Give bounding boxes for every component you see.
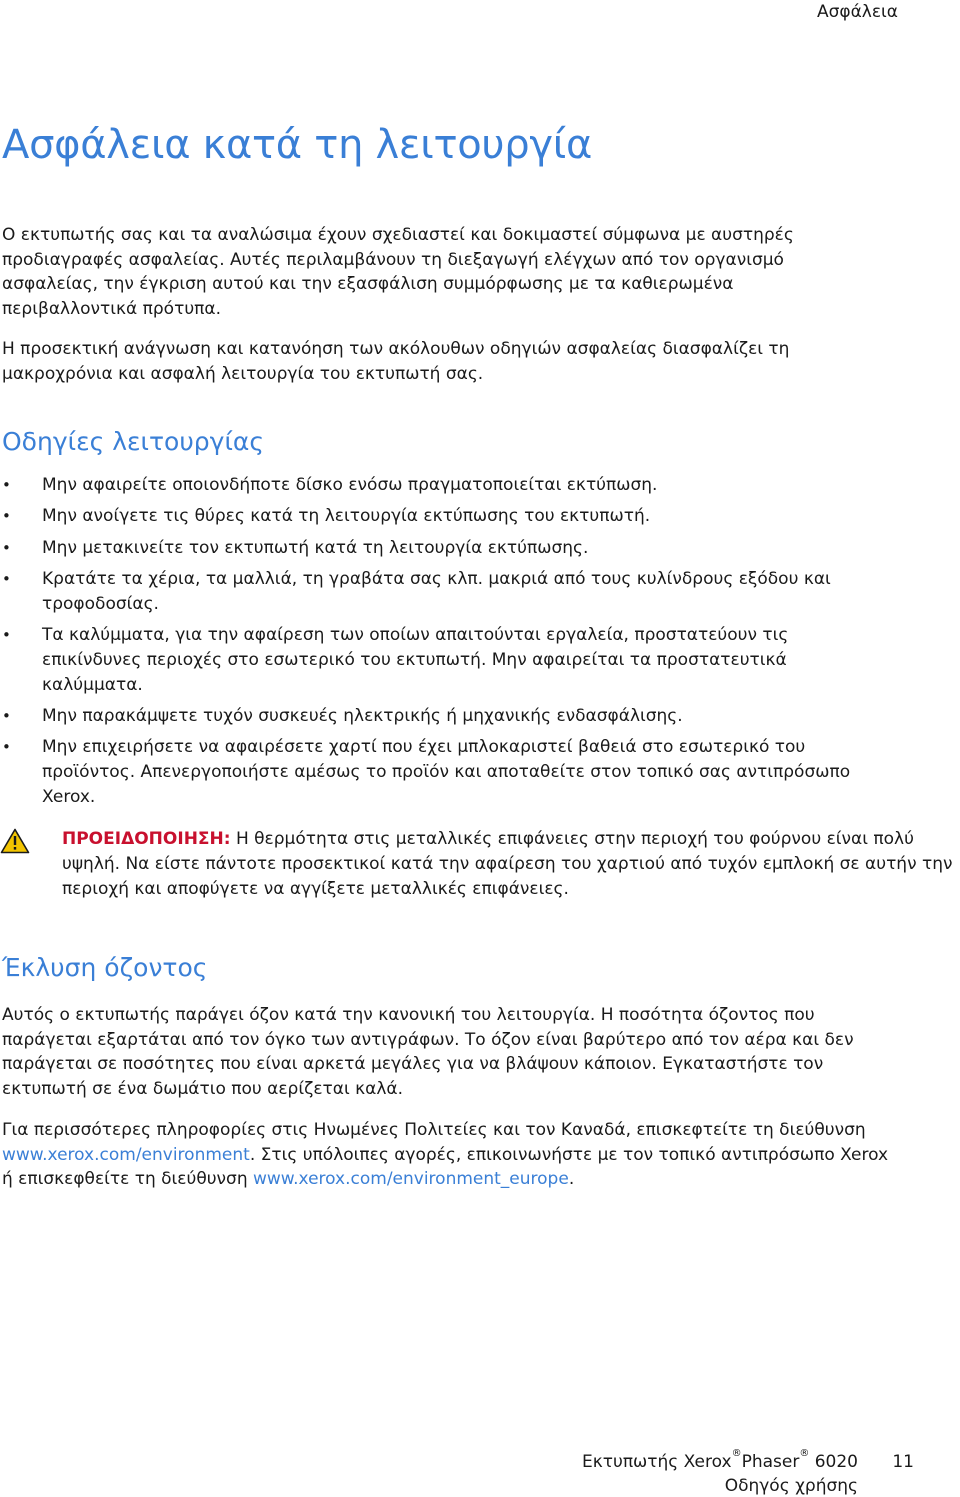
bullet-icon: •: [2, 569, 11, 588]
bullet-icon: •: [2, 706, 11, 725]
footer-product-name: Εκτυπωτής Xerox®Phaser® 6020: [581, 1448, 858, 1472]
list-item: • Μην ανοίγετε τις θύρες κατά τη λειτουργία εκτύπωσης του εκτυπωτή.: [0, 504, 880, 529]
operation-heading: Οδηγίες λειτουργίας: [2, 427, 265, 456]
bullet-icon: •: [2, 738, 11, 757]
list-item: • Κρατάτε τα χέρια, τα μαλλιά, τη γραβάτα σας κλπ. μακριά από τους κυλίνδρους εξόδου και τροφοδοσίας.: [2, 568, 831, 614]
environment-europe-link[interactable]: www.xerox.com/environment_europe: [253, 1169, 569, 1189]
warning-note: [62, 827, 960, 901]
bullet-icon: •: [2, 625, 11, 644]
running-header: Ασφάλεια: [816, 2, 898, 22]
registered-mark: ®: [731, 1448, 742, 1460]
list-item: • Μην μετακινείτε τον εκτυπωτή κατά τη λειτουργία εκτύπωσης.: [0, 536, 880, 561]
warning-text: Η θερμότητα στις μεταλλικές επιφάνειες στην περιοχή του φούρνου είναι πολύ υψηλή. Να είστε πάντοτε προσεκτικοί κατά την αφαίρεση του χαρτιού από τυχόν εμπλοκή σε αυτήν την περιοχή και αποφύγετε να αγγίξετε μεταλλικές επιφάνειες.: [62, 829, 953, 899]
bullet-icon: •: [2, 507, 11, 526]
list-item: • Τα καλύμματα, για την αφαίρεση των οποίων απαιτούνται εργαλεία, προστατεύουν τις επικίνδυνες περιοχές στο εσωτερικό του εκτυπωτή. Μην αφαιρείται τα προστατευτικά καλύμματα.: [2, 624, 789, 695]
bullet-icon: •: [2, 476, 11, 494]
operation-list: [0, 473, 880, 816]
ozone-paragraph-1: Αυτός ο εκτυπωτής παράγει όζον κατά την κανονική του λειτουργία. Η ποσότητα όζοντος που παράγεται εξαρτάται από τον όγκο των αντιγράφων. Το όζον είναι βαρύτερο από τον αέρα και δεν παράγεται σε ποσότητες που είναι αρκετά μεγάλες για να βλάψουν κάποιον. Εγκαταστήστε τον εκτυπωτή σε ένα δωμάτιο που αερίζεται καλά.: [2, 1005, 854, 1099]
ozone-heading: Έκλυση όζοντος: [2, 953, 208, 982]
footer-guide-name: Οδηγός χρήσης: [724, 1476, 858, 1496]
ozone-paragraph-2: Για περισσότερες πληροφορίες στις Ηνωμένες Πολιτείες και τον Καναδά, επισκεφτείτε τη διεύθυνση www.xerox.com/environment. Στις υπόλοιπες αγορές, επικοινωνήστε με τον τοπικό αντιπρόσωπο Xerox ή επισκεφθείτε τη διεύθυνση www.xerox.com/environment_europe.: [2, 1120, 889, 1189]
warning-label: ΠΡΟΕΙΔΟΠΟΙΗΣΗ:: [62, 829, 231, 849]
warning-triangle-icon: [0, 828, 30, 854]
intro-paragraph-2: Η προσεκτική ανάγνωση και κατανόηση των ακόλουθων οδηγιών ασφαλείας διασφαλίζει τη μακροχρόνια και ασφαλή λειτουργία του εκτυπωτή σας.: [2, 339, 790, 384]
environment-link[interactable]: www.xerox.com/environment: [2, 1144, 250, 1165]
list-item: • Μην παρακάμψετε τυχόν συσκευές ηλεκτρικής ή μηχανικής ενδασφάλισης.: [0, 704, 880, 729]
bullet-icon: •: [2, 538, 11, 557]
intro-paragraph-1: Ο εκτυπωτής σας και τα αναλώσιμα έχουν σχεδιαστεί και δοκιμαστεί σύμφωνα με αυστηρές προδιαγραφές ασφαλείας. Αυτές περιλαμβάνουν τη διεξαγωγή ελέγχων από τον οργανισμό ασφαλείας, την έγκριση αυτού και την εξασφάλιση συμμόρφωσης με τα καθιερωμένα περιβαλλοντικά πρότυπα.: [2, 225, 794, 319]
page-title: Ασφάλεια κατά τη λειτουργία: [2, 122, 593, 168]
page-number: 11: [892, 1452, 914, 1472]
list-item: • Μην επιχειρήσετε να αφαιρέσετε χαρτί που έχει μπλοκαριστεί βαθειά στο εσωτερικό του προϊόντος. Απενεργοποιήστε αμέσως το προϊόν και αποταθείτε στον τοπικό σας αντιπρόσωπο Xerox.: [2, 737, 851, 807]
list-item: • Μην αφαιρείτε οποιονδήποτε δίσκο ενόσω πραγματοποιείται εκτύπωση.: [0, 473, 880, 498]
registered-mark: ®: [799, 1448, 810, 1460]
